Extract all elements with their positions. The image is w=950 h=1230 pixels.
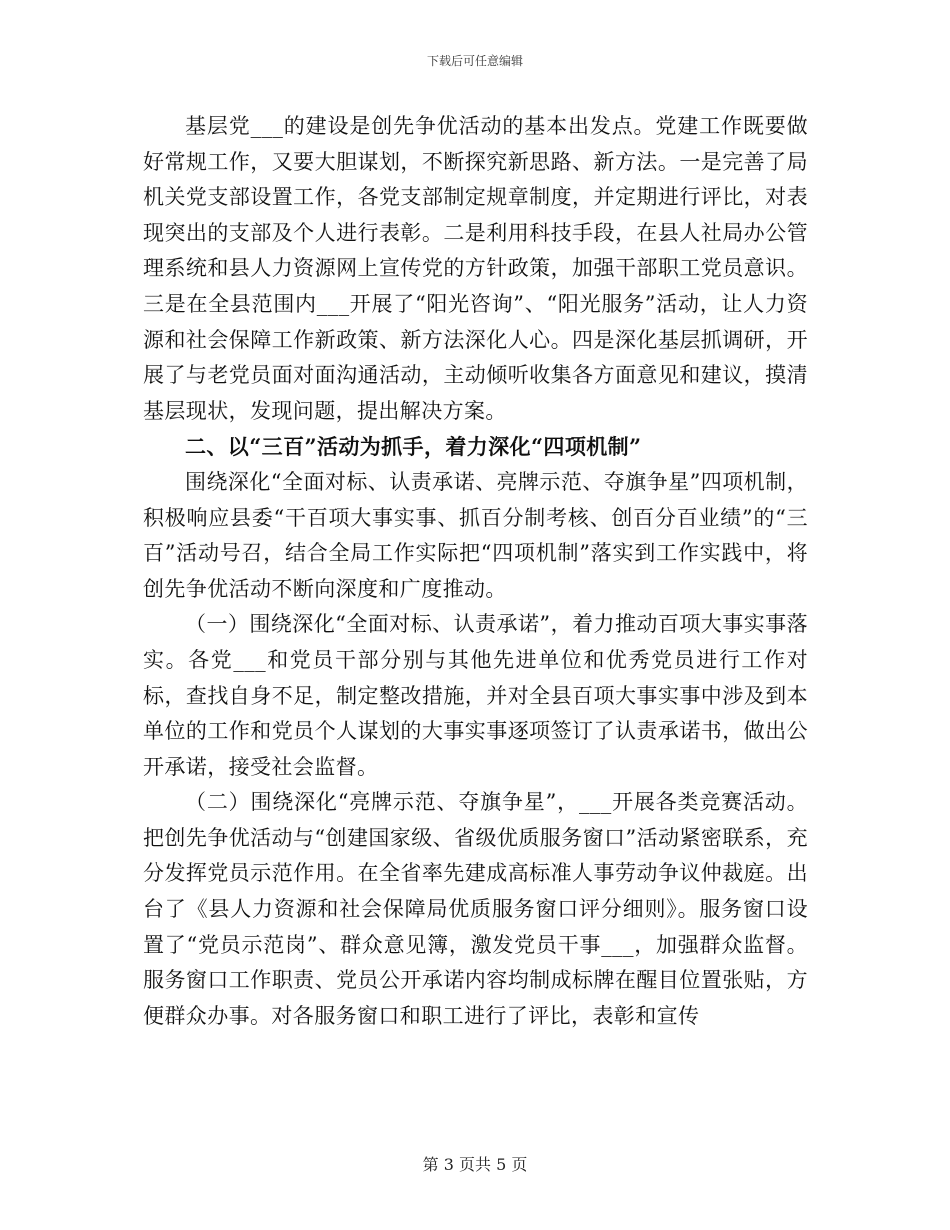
paragraph-party-building: 基层党___的建设是创先争优活动的基本出发点。党建工作既要做好常规工作，又要大胆谋划，不断探究新思路、新方法。一是完善了局机关党支部设置工作，各党支部制定规章制度，并定期进行评比，对表现突出的支部及个人进行表彰。二是利用科技手段，在县人社局办公管理系统和县人力资源网上宣传党的方针政策，加强干部职工党员意识。三是在全县范围内___开展了“阳光咨询”、“阳光服务”活动，让人力资源和社会保障工作新政策、新方法深化人心。四是深化基层抓调研，开展了与老党员面对面沟通活动，主动倾听收集各方面意见和建议，摸清基层现状，发现问题，提出解决方案。 — [143, 114, 808, 423]
page-header-note: 下载后可任意编辑 — [426, 54, 523, 68]
section-heading-two: 二、以“三百”活动为抓手，着力深化“四项机制” — [185, 434, 642, 460]
page-number: 第 3 页共 5 页 — [422, 1155, 528, 1174]
paragraph-subsection-one: （一）围绕深化“全面对标、认责承诺”，着力推动百项大事实事落实。各党___和党员干部分别与其他先进单位和优秀党员进行工作对标，查找自身不足，制定整改措施，并对全县百项大事实事中涉及到本单位的工作和党员个人谋划的大事实事逐项签订了认责承诺书，做出公开承诺，接受社会监督。 — [143, 612, 808, 779]
paragraph-subsection-two: （二）围绕深化“亮牌示范、夺旗争星”，___开展各类竞赛活动。把创先争优活动与“创建国家级、省级优质服务窗口”活动紧密联系，充分发挥党员示范作用。在全省率先建成高标准人事劳动争议仲裁庭。出台了《县人力资源和社会保障局优质服务窗口评分细则》。服务窗口设置了“党员示范岗”、群众意见簿，激发党员干事___，加强群众监督。服务窗口工作职责、党员公开承诺内容均制成标牌在醒目位置张贴，方便群众办事。对各服务窗口和职工进行了评比，表彰和宣传 — [143, 790, 808, 1028]
paragraph-four-mechanisms: 围绕深化“全面对标、认责承诺、亮牌示范、夺旗争星”四项机制，积极响应县委“干百项大事实事、抓百分制考核、创百分百业绩”的“三百”活动号召，结合全局工作实际把“四项机制”落实到工作实践中，将创先争优活动不断向深度和广度推动。 — [143, 469, 808, 601]
document-body — [143, 109, 808, 1034]
